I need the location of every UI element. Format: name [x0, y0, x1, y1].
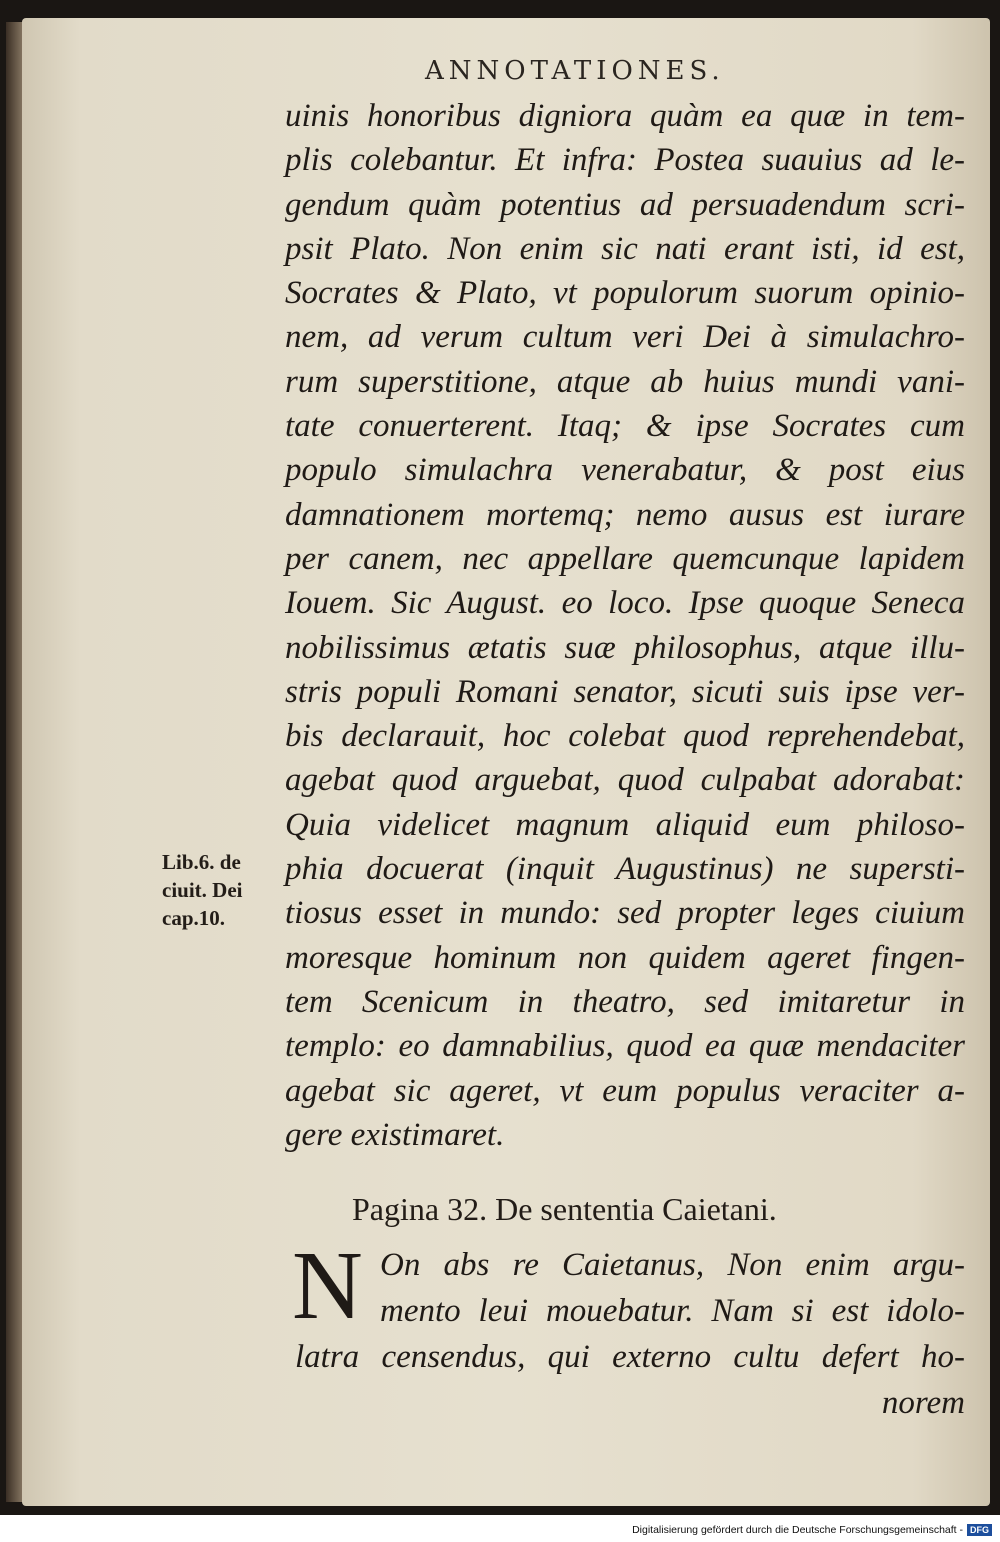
catchword: norem — [881, 1385, 965, 1421]
margin-note-line: Lib.6. de — [162, 850, 241, 874]
text-line: Iouem. Sic August. eo loco. Ipse quoque Seneca — [285, 585, 965, 622]
text-line: gere existimaret. — [285, 1116, 505, 1153]
text-line: gendum quàm potentius ad persuadendum scri- — [285, 186, 965, 223]
text-line: moresque hominum non quidem ageret fingen- — [285, 939, 965, 976]
running-header: ANNOTATIONES. — [425, 56, 725, 86]
dfg-logo: DFG — [967, 1524, 992, 1536]
text-line: agebat quod arguebat, quod culpabat adorabat: — [285, 762, 965, 799]
text-line: Socrates & Plato, vt populorum suorum opinio- — [285, 275, 965, 312]
footer-text: Digitalisierung gefördert durch die Deutsche Forschungsgemeinschaft - — [632, 1524, 963, 1536]
section-text-indented — [380, 1242, 965, 1334]
text-line: tate conuerterent. Itaq; & ipse Socrates cum — [285, 408, 965, 445]
drop-cap: N — [292, 1232, 363, 1340]
text-line: phia docuerat (inquit Augustinus) ne supersti- — [285, 851, 965, 888]
text-line: per canem, nec appellare quemcunque lapidem — [285, 540, 965, 577]
text-line: On abs re Caietanus, Non enim argu- — [380, 1247, 965, 1283]
text-line: bis declarauit, hoc colebat quod reprehendebat, — [285, 718, 965, 755]
text-line: plis colebantur. Et infra: Postea suauius ad le- — [285, 142, 965, 179]
text-line: nem, ad verum cultum veri Dei à simulachro- — [285, 319, 965, 356]
text-line: latra censendus, qui externo cultu defert ho- — [295, 1339, 965, 1375]
text-line: mento leui mouebatur. Nam si est idolo- — [380, 1293, 965, 1329]
text-line: stris populi Romani senator, sicuti suis ipse ver- — [285, 673, 965, 710]
text-line: uinis honoribus digniora quàm ea quæ in tem- — [285, 98, 965, 134]
text-line: templo: eo damnabilius, quod ea quæ mendaciter — [285, 1028, 965, 1065]
section-heading: Pagina 32. De sententia Caietani. — [352, 1191, 777, 1227]
text-line: rum superstitione, atque ab huius mundi vani- — [285, 363, 965, 400]
text-line: Quia videlicet magnum aliquid eum philoso- — [285, 806, 965, 843]
margin-note — [162, 848, 242, 932]
text-line: nobilissimus ætatis suæ philosophus, atque illu- — [285, 629, 965, 666]
text-line: tem Scenicum in theatro, sed imitaretur in — [285, 983, 965, 1020]
text-line: tiosus esset in mundo: sed propter leges ciuium — [285, 895, 965, 932]
margin-note-line: ciuit. Dei — [162, 878, 243, 902]
footer — [632, 1524, 992, 1536]
text-line: damnationem mortemq; nemo ausus est iurare — [285, 496, 965, 533]
section-text — [295, 1334, 965, 1426]
text-line: populo simulachra venerabatur, & post eius — [285, 452, 965, 489]
main-text — [285, 94, 965, 1157]
margin-note-line: cap.10. — [162, 906, 225, 930]
text-line: psit Plato. Non enim sic nati erant isti, id est, — [285, 230, 965, 267]
text-line: agebat sic ageret, vt eum populus veraciter a- — [285, 1072, 965, 1109]
